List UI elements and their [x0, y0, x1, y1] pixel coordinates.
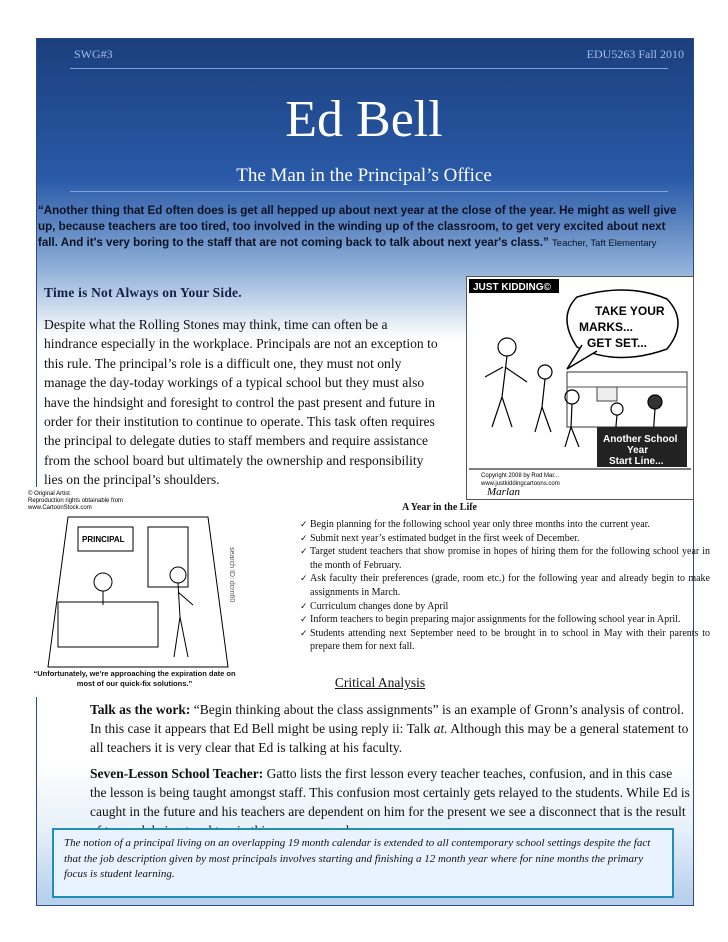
page-subtitle: The Man in the Principal’s Office — [236, 165, 492, 186]
list-item: ✓ Curriculum changes done by April — [300, 600, 710, 614]
critical-heading: Critical Analysis — [334, 675, 426, 690]
para-emphasis: at. — [433, 721, 448, 736]
credit-line-2: Reproduction rights obtainable from — [28, 498, 124, 504]
header-right: EDU5263 Fall 2010 — [586, 47, 684, 61]
section-body: Despite what the Rolling Stones may think, time can often be a hindrance especially in the workplace. Principals are not an exception to this rule. The principal’s role is a difficult one, they must not only manage the day-today workings of a typical school but they must also have the hindsight and foresight to control the past present and future in order for their institution to continue to operate. This task often requires the principal to delegate duties to staff members and require assistance from the school board but ultimately the ownership and responsibility lies on the principal’s shoulders. — [44, 317, 438, 488]
para-label: Seven-Lesson School Teacher: — [90, 766, 264, 781]
sign-line-2: Year — [627, 445, 649, 456]
para-text: Although this may be a general statement to all teachers it is very clear that Ed is talking at his faculty. — [90, 721, 689, 755]
cartoon-principal-office — [28, 487, 240, 697]
list-item: ✓ Target student teachers that show promise in hopes of hiring them for the following school year in the month of February. — [300, 545, 710, 572]
para-text: Gatto lists the first lesson every teacher teaches, confusion, and in this case the lesson is being taught amongst staff. This confusion most certainly gets relayed to the students. While Ed is caught in the future and his teachers are dependent on him for the present we see a disconnect that is the result — [90, 766, 690, 819]
year-list — [300, 518, 710, 654]
list-item: ✓ Ask faculty their preferences (grade, room etc.) for the following year and already begin to make assignments in March. — [300, 572, 710, 599]
teacher-quote — [38, 203, 688, 252]
analysis-para-1 — [90, 700, 690, 757]
speech-line-3: GET SET... — [587, 336, 648, 350]
para-label: Talk as the work: — [90, 702, 191, 717]
sign-line-1: Another School — [603, 434, 678, 445]
title-rule — [70, 191, 668, 192]
quote-text: “Another thing that Ed often does is get all hepped up about next year at the close of the year. He might as well give up, because teachers are too tired, too involved in the winding up of the classroom, to get very excited about next fall. And it's very boring to the staff that are not coming back to talk about next year's class.” — [38, 204, 677, 249]
credit-line-3: www.CartoonStock.com — [28, 505, 92, 511]
cartoon-signature: Marlan — [487, 486, 520, 498]
year-heading: A Year in the Life — [402, 502, 477, 513]
credit-line-1: © Original Artist — [28, 491, 70, 497]
cartoon-copyright: Copyright 2008 by Rod Mar... — [481, 473, 560, 479]
list-item: ✓ Submit next year’s estimated budget in the first week of December. — [300, 532, 710, 546]
para-text: “Begin thinking about the class assignments” is an example of Gronn’s analysis of control. In this case it appears that Ed Bell might be using reply ii: Talk — [90, 702, 685, 736]
quote-attribution: Teacher, Taft Elementary — [552, 238, 657, 249]
header-rule — [70, 68, 668, 69]
speech-line-1: TAKE YOUR — [595, 304, 665, 318]
cartoon-starting-line — [466, 276, 694, 500]
page-title: Ed Bell — [285, 91, 443, 148]
cartoon-website: www.justkiddingcartoons.com — [481, 481, 560, 487]
list-item: ✓ Begin planning for the following school year only three months into the current year. — [300, 518, 710, 532]
search-id: search ID: dcrn60 — [228, 547, 235, 603]
list-item: ✓ Students attending next September need to be brought in to school in May with their parents to prepare them for next fall. — [300, 627, 710, 654]
cartoon-banner: JUST KIDDING© — [473, 282, 551, 293]
header-left: SWG#3 — [74, 47, 113, 61]
critical-analysis — [90, 700, 690, 847]
section-heading: Time is Not Always on Your Side. — [44, 285, 242, 300]
list-item: ✓ Inform teachers to begin preparing major assignments for the following school year in April. — [300, 613, 710, 627]
closing-note: The notion of a principal living on an overlapping 19 month calendar is extended to all contemporary school settings despite the fact that the job description given by most principals involves starting and finishing a 12 month year where for nine months the primary focus is student learning. — [52, 828, 674, 898]
sign-line-3: Start Line... — [609, 456, 664, 467]
speech-line-2: MARKS... — [579, 320, 633, 334]
cartoon-caption: “Unfortunately, we're approaching the expiration date on most of our quick-fix solutions.” — [33, 669, 236, 688]
door-sign: PRINCIPAL — [82, 535, 125, 544]
